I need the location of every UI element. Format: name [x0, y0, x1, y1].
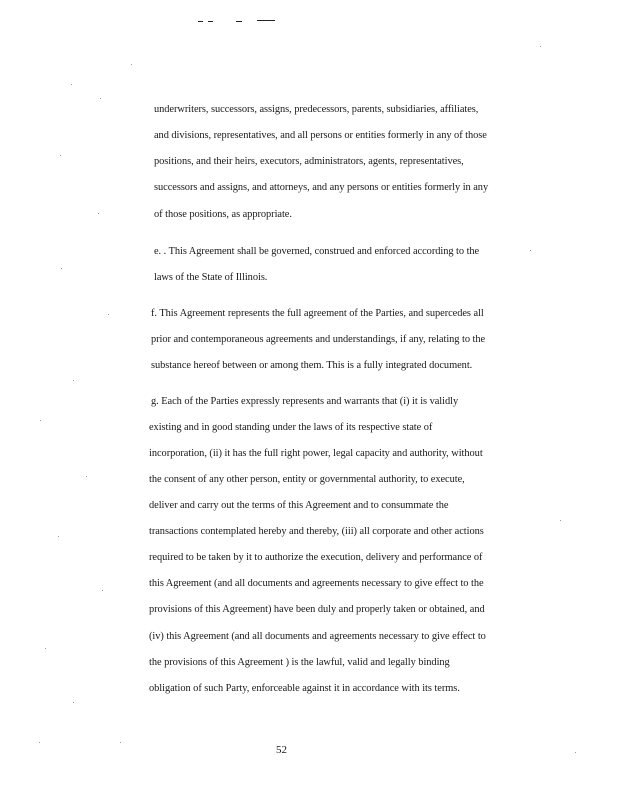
- scan-speck: [71, 84, 72, 85]
- scan-speck: [86, 476, 87, 477]
- scan-speck: [108, 314, 109, 315]
- text-line: (iv) this Agreement (and all documents and agreements necessary to give effect to: [149, 631, 486, 642]
- scan-speck: [39, 742, 40, 743]
- text-line: prior and contemporaneous agreements and understandings, if any, relating to the: [151, 334, 486, 345]
- top-mark-1: [198, 21, 203, 22]
- text-line: laws of the State of Illinois.: [154, 272, 268, 283]
- text-line: positions, and their heirs, executors, administrators, agents, representatives,: [154, 156, 464, 167]
- text-line: required to be taken by it to authorize the execution, delivery and performance of: [149, 552, 483, 563]
- scan-speck: [98, 213, 99, 214]
- text-line: existing and in good standing under the laws of its respective state of: [149, 422, 433, 433]
- scan-speck: [131, 64, 132, 65]
- text-line: deliver and carry out the terms of this Agreement and to consummate the: [149, 500, 449, 511]
- text-line: incorporation, (ii) it has the full right power, legal capacity and authority, without: [149, 448, 483, 459]
- text-line: this Agreement (and all documents and agreements necessary to give effect to the: [149, 578, 484, 589]
- scan-speck: [60, 155, 61, 156]
- text-line: successors and assigns, and attorneys, and any persons or entities formerly in any: [154, 182, 489, 193]
- scan-speck: [61, 268, 62, 269]
- text-line: g. Each of the Parties expressly represents and warrants that (i) it is validly: [151, 396, 459, 407]
- text-line: transactions contemplated hereby and thereby, (iii) all corporate and other actions: [149, 526, 484, 537]
- scan-speck: [40, 420, 41, 421]
- top-mark-4: [257, 20, 275, 21]
- top-mark-2: [208, 21, 213, 22]
- scan-speck: [120, 742, 121, 743]
- text-line: e. . This Agreement shall be governed, construed and enforced according to the: [154, 246, 480, 257]
- top-mark-3: [236, 21, 242, 22]
- text-line: underwriters, successors, assigns, predecessors, parents, subsidiaries, affiliates,: [154, 104, 479, 115]
- scan-speck: [575, 752, 576, 753]
- text-line: of those positions, as appropriate.: [154, 209, 292, 220]
- scan-speck: [530, 250, 531, 251]
- scan-speck: [73, 380, 74, 381]
- text-line: provisions of this Agreement) have been duly and properly taken or obtained, and: [149, 604, 485, 615]
- scan-speck: [560, 520, 561, 521]
- text-line: f. This Agreement represents the full agreement of the Parties, and supercedes all: [151, 308, 484, 319]
- text-line: substance hereof between or among them. This is a fully integrated document.: [151, 360, 473, 371]
- scan-speck: [45, 648, 46, 649]
- scan-speck: [100, 98, 101, 99]
- text-line: the consent of any other person, entity or governmental authority, to execute,: [149, 474, 465, 485]
- scan-speck: [73, 702, 74, 703]
- page-number: 52: [276, 744, 287, 756]
- text-line: obligation of such Party, enforceable against it in accordance with its terms.: [149, 683, 460, 694]
- scan-speck: [540, 46, 541, 47]
- scan-speck: [58, 536, 59, 537]
- scan-speck: [102, 590, 103, 591]
- text-line: and divisions, representatives, and all persons or entities formerly in any of those: [154, 130, 487, 141]
- text-line: the provisions of this Agreement ) is the lawful, valid and legally binding: [149, 657, 450, 668]
